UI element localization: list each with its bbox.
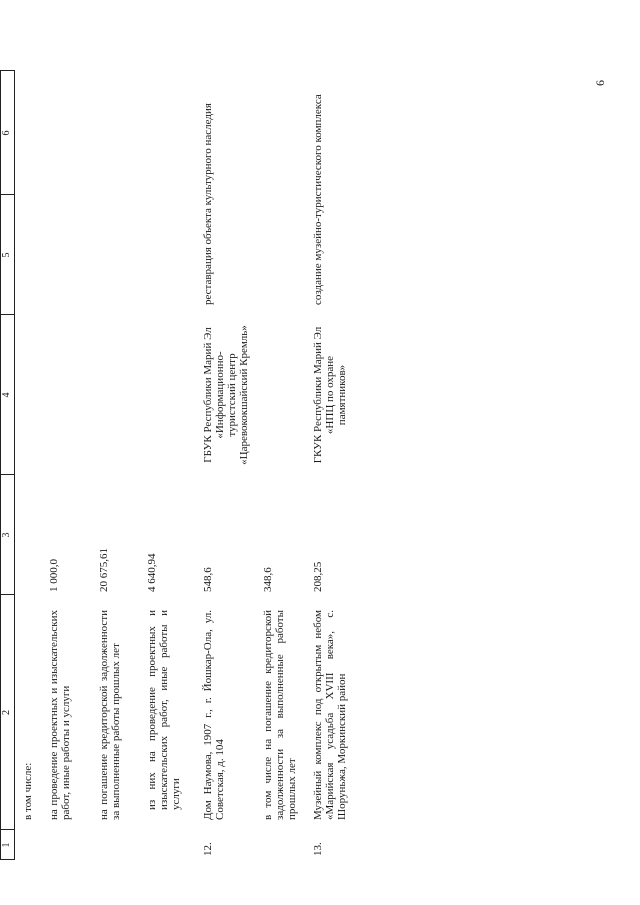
row-amount: 20 675,61 (98, 548, 110, 592)
row-amount: 548,6 (202, 567, 214, 592)
row-organization: ГКУК Республики Марий Эл «НПЦ по охране памятников» (312, 326, 348, 464)
row-purpose: реставрация объекта культурного наследия (202, 103, 214, 305)
row-amount: 348,6 (262, 567, 274, 592)
row-amount: 208,25 (312, 561, 324, 592)
column-header: 2 (1, 710, 12, 715)
row-name: на погашение кредиторской задолженности за выполненные работы прошлых лет (98, 610, 122, 820)
row-number: 13. (312, 842, 324, 856)
row-organization: ГБУК Республики Марий Эл «Информационно-туристский центр «Царевококшайский Кремль» (202, 325, 250, 465)
column-header: 1 (1, 842, 12, 848)
row-name: Дом Наумова, 1907 г., г. Йошкар-Ола, ул. Советская, д. 104 (202, 610, 226, 820)
data-table (0, 70, 420, 860)
row-amount: 1 000,0 (48, 559, 60, 592)
column-header: 5 (1, 252, 12, 258)
row-amount: 4 640,94 (146, 553, 158, 592)
row-name: из них на проведение проектных и изыскательских работ, иные работы и услуги (146, 610, 182, 810)
row-number: 12. (202, 842, 214, 856)
header-bottom-border (14, 70, 15, 860)
column-header: 6 (1, 130, 12, 136)
row-purpose: создание музейно-туристического комплекса (312, 94, 324, 305)
column-header: 3 (1, 532, 12, 538)
rotated-table-page (0, 70, 420, 860)
row-name: Музейный комплекс под открытым небом «Марийская усадьба XVIII века», с. Шоруньжа, Моркинский район (312, 610, 348, 820)
row-label: в том числе: (22, 762, 34, 820)
row-name: в том числе на погашение кредиторской задолженности за выполненные работы прошлых лет (262, 610, 298, 820)
page-number: 6 (593, 80, 607, 86)
column-header: 4 (1, 392, 12, 398)
row-name: на проведение проектных и изыскательских работ, иные работы и услуги (48, 610, 72, 820)
